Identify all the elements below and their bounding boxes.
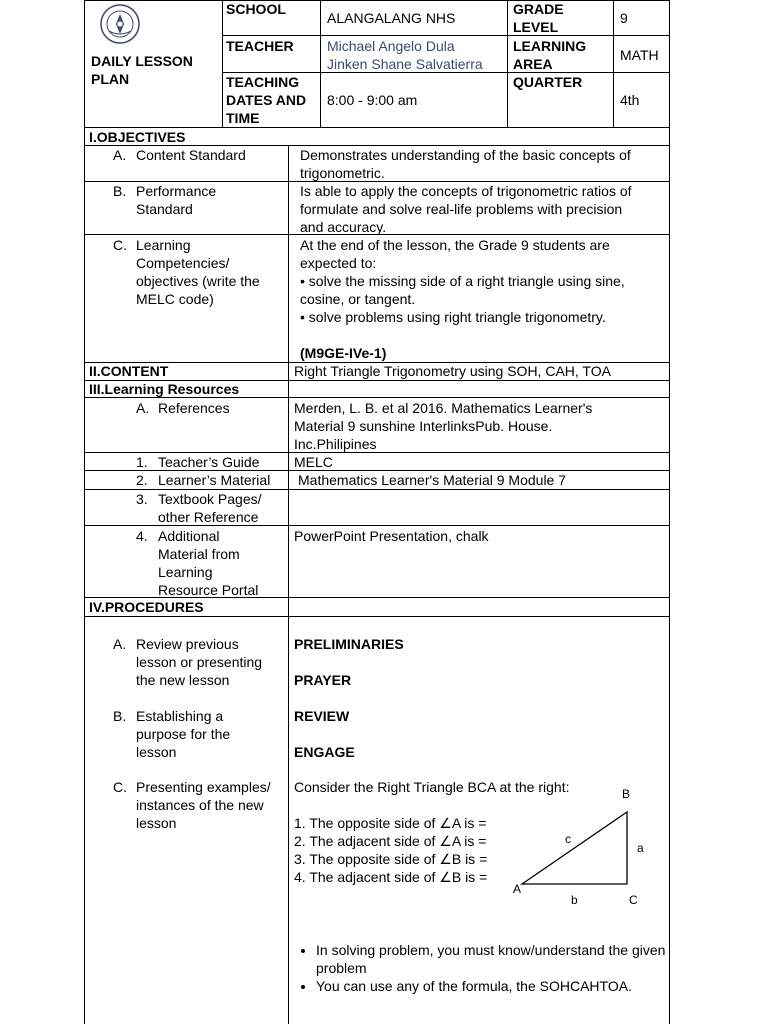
content-standard-label: Content Standard (136, 147, 246, 163)
grade-label: GRADE LEVEL (513, 1, 564, 35)
teachers-guide-label: Teacher’s Guide (158, 454, 260, 470)
vertex-b-label: B (622, 787, 631, 801)
plan-title: DAILY LESSON PLAN (91, 53, 193, 87)
triangle-questions: 1. The opposite side of ∠A is = 2. The adjacent side of ∠A is = 3. The opposite side of ∠B is = 4. The adjacent side of ∠B is = (294, 815, 488, 885)
row-line (84, 616, 670, 617)
school-label: SCHOOL (226, 1, 286, 17)
column-divider (288, 145, 289, 1024)
list-marker: A. (136, 400, 150, 416)
list-marker: B. (113, 708, 127, 724)
learners-material-label: Learner’s Material (158, 472, 271, 488)
procedures-heading: IV.PROCEDURES (89, 599, 204, 615)
header-row-line (222, 35, 670, 36)
melc-code: (M9GE-IVe-1) (300, 345, 387, 361)
objectives-heading: I.OBJECTIVES (89, 129, 186, 145)
grade-value: 9 (620, 10, 628, 26)
list-marker: C. (113, 237, 127, 253)
teachers-guide-value: MELC (294, 454, 333, 470)
triangle-shape (522, 812, 627, 884)
references-value: Merden, L. B. et al 2016. Mathematics Learner's Material 9 sunshine InterlinksPub. House. Inc.Philipines (294, 400, 593, 452)
table-border-right (669, 0, 670, 1024)
vertex-a-label: A (513, 882, 522, 896)
learning-resources-heading: III.Learning Resources (89, 381, 240, 397)
list-marker: C. (113, 779, 127, 795)
performance-standard-value: Is able to apply the concepts of trigonometric ratios of formulate and solve real-life problems with precision and accuracy. (300, 183, 632, 235)
learning-competencies-label: Learning Competencies/ objectives (write the MELC code) (136, 237, 260, 307)
list-marker: 4. (136, 528, 148, 544)
content-standard-value: Demonstrates understanding of the basic concepts of trigonometric. (300, 147, 631, 181)
teacher-label: TEACHER (226, 38, 294, 54)
quarter-value: 4th (620, 92, 640, 108)
textbook-pages-label: Textbook Pages/ other Reference (158, 491, 262, 525)
table-border-left (84, 0, 85, 1024)
learning-area-value: MATH (620, 47, 659, 63)
deped-seal-logo (100, 4, 140, 44)
presenting-examples-label: Presenting examples/ instances of the new lesson (136, 779, 271, 831)
table-border-top (84, 0, 670, 1)
learning-competencies-value: At the end of the lesson, the Grade 9 students are expected to: • solve the missing side of a right triangle using sine, cosine, or tangent. • solve problems using right triangle trigonometry. (300, 237, 625, 325)
learning-area-label: LEARNING AREA (513, 38, 587, 72)
quarter-label: QUARTER (513, 74, 583, 90)
side-c-label: c (565, 832, 571, 846)
prayer-heading: PRAYER (294, 672, 352, 688)
consider-instruction: Consider the Right Triangle BCA at the right: (294, 779, 570, 795)
bullet-list (294, 941, 688, 995)
references-label: References (158, 400, 230, 416)
list-marker: A. (113, 636, 127, 652)
header-divider (507, 0, 508, 127)
list-marker: 1. (136, 454, 148, 470)
list-marker: 2. (136, 472, 148, 488)
review-heading: REVIEW (294, 708, 350, 724)
vertex-c-label: C (629, 893, 638, 907)
list-marker: A. (113, 147, 127, 163)
engage-heading: ENGAGE (294, 744, 355, 760)
header-divider (222, 0, 223, 127)
list-item: • You can use any of the formula, the SOHCAHTOA. (316, 977, 688, 995)
additional-material-label: Additional Material from Learning Resource Portal (158, 528, 259, 598)
teaching-dates-value: 8:00 - 9:00 am (327, 92, 418, 108)
additional-material-value: PowerPoint Presentation, chalk (294, 528, 489, 544)
content-value: Right Triangle Trigonometry using SOH, CAH, TOA (294, 363, 611, 379)
header-divider (320, 0, 321, 127)
establishing-purpose-label: Establishing a purpose for the lesson (136, 708, 231, 760)
header-divider (613, 0, 614, 127)
teacher-value: Michael Angelo Dula Jinken Shane Salvatierra (327, 38, 483, 72)
school-value: ALANGALANG NHS (327, 10, 456, 26)
teaching-dates-label: TEACHING DATES AND TIME (226, 74, 307, 126)
right-triangle-diagram (505, 780, 665, 910)
list-item: • In solving problem, you must know/understand the given problem (316, 941, 688, 977)
performance-standard-label: Performance Standard (136, 183, 217, 217)
list-marker: B. (113, 183, 127, 199)
preliminaries-heading: PRELIMINARIES (294, 636, 404, 652)
content-heading: II.CONTENT (89, 363, 169, 379)
review-lesson-label: Review previous lesson or presenting the new lesson (136, 636, 263, 688)
list-marker: 3. (136, 491, 148, 507)
side-a-label: a (637, 841, 644, 855)
side-b-label: b (571, 893, 578, 907)
learners-material-value: Mathematics Learner's Material 9 Module 7 (298, 472, 567, 488)
